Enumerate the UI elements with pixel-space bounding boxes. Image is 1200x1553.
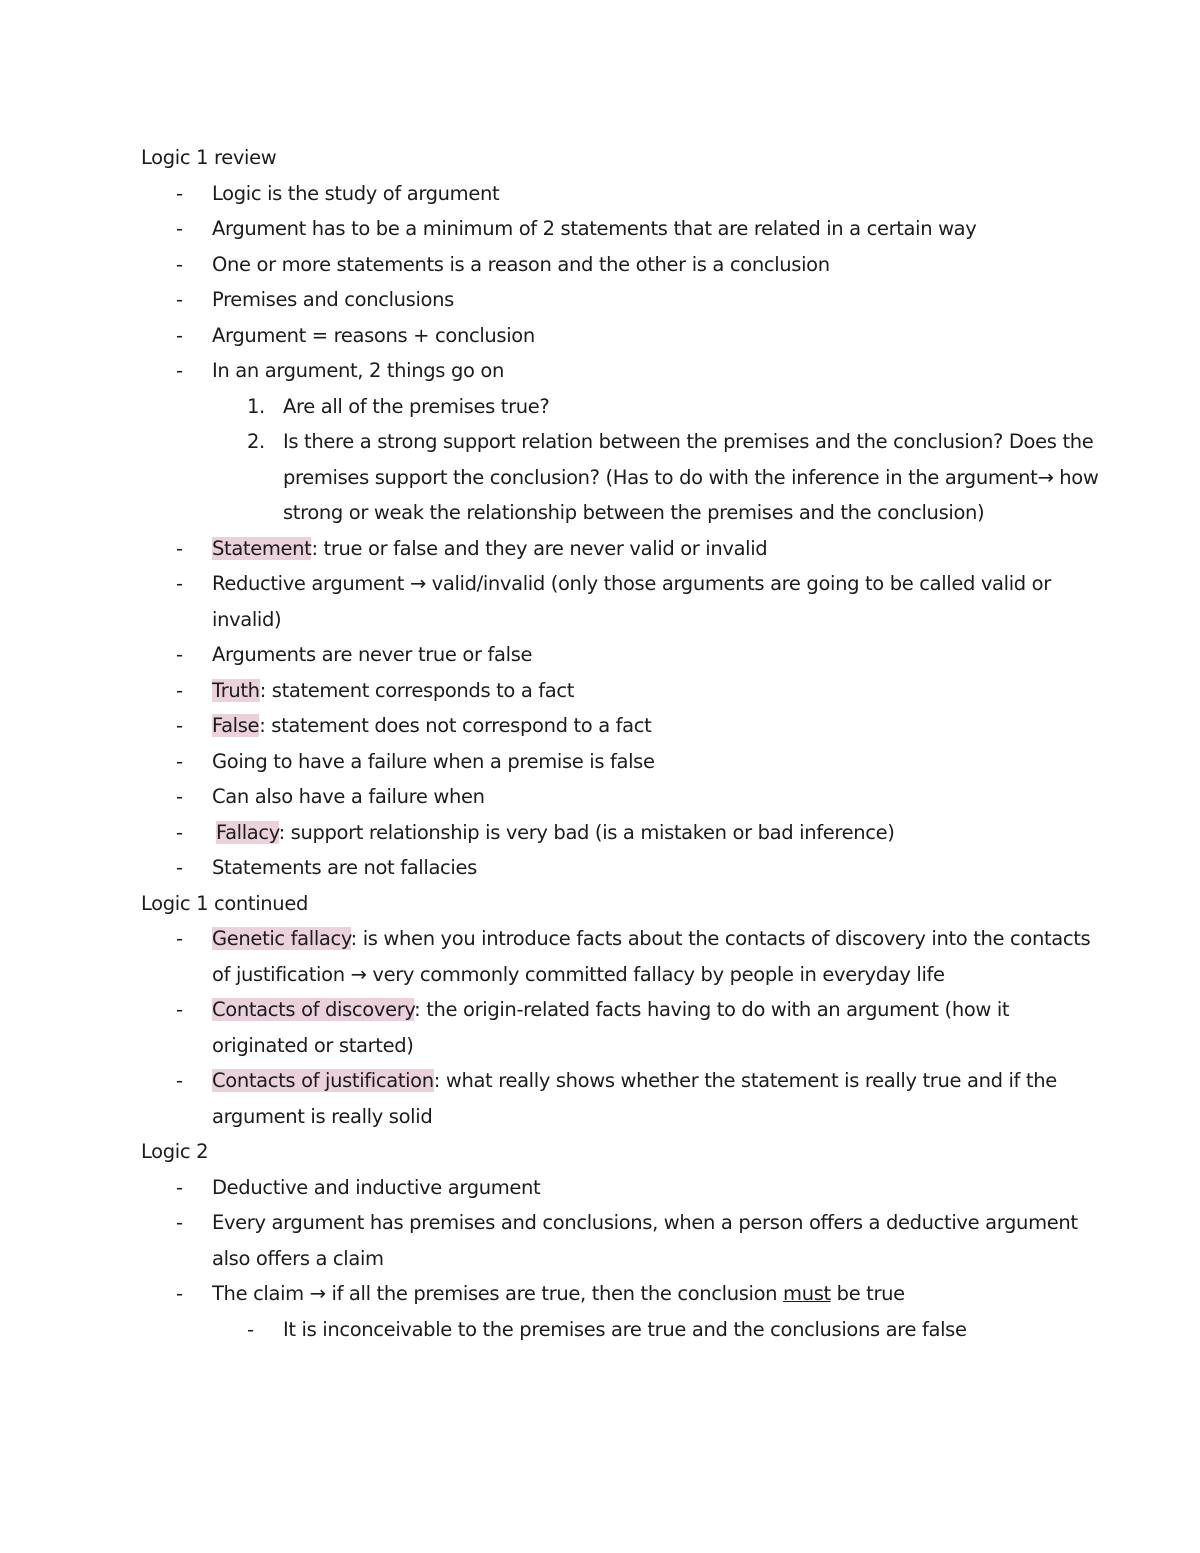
highlighted-term: False	[212, 714, 260, 737]
definition-item	[141, 673, 1101, 709]
definition-item	[141, 921, 1101, 992]
sub-bullet-list	[141, 1312, 1101, 1348]
definition-item	[141, 815, 1101, 851]
section-heading: Logic 1 review	[141, 146, 277, 169]
claim-text: The claim → if all the premises are true, then the conclusion	[212, 1282, 784, 1305]
section-heading: Logic 2	[141, 1140, 209, 1163]
bullet-list	[141, 531, 1101, 886]
definition-text: : true or false and they are never valid or invalid	[311, 536, 768, 560]
claim-text-end: be true	[830, 1282, 905, 1305]
definition-text: : statement does not correspond to a fact	[259, 714, 652, 737]
sub-list-item: - It is inconceivable to the premises are true and the conclusions are false	[212, 1312, 1101, 1348]
definition-text: : what really shows whether the statement is really true and if the argument is really solid	[212, 1069, 1057, 1128]
definition-text: : statement corresponds to a fact	[259, 678, 575, 702]
list-item: - Deductive and inductive argument	[141, 1170, 1101, 1206]
highlighted-term: Contacts of justification	[212, 1069, 434, 1092]
list-item: - Arguments are never true or false	[141, 637, 1101, 673]
emphasized-word: must	[783, 1282, 831, 1305]
list-item: - Argument has to be a minimum of 2 statements that are related in a certain way	[141, 211, 1101, 247]
document-body	[141, 140, 1101, 1347]
numbered-item	[212, 424, 1101, 531]
list-item: - One or more statements is a reason and the other is a conclusion	[141, 247, 1101, 283]
numbered-text: Is there a strong support relation between the premises and the conclusion? Does the premises support the conclusion? (Has to do with the inference in the argument→ how strong or weak the relationship between the premises and the conclusion)	[283, 430, 1099, 524]
section-heading: Logic 1 continued	[141, 891, 308, 915]
list-item: - In an argument, 2 things go on	[141, 353, 1101, 389]
list-item: - Argument = reasons + conclusion	[141, 318, 1101, 354]
list-item: - Every argument has premises and conclusions, when a person offers a deductive argument also offers a claim	[141, 1205, 1101, 1276]
list-item: - Statements are not fallacies	[141, 850, 1101, 886]
highlighted-term: Statement	[212, 536, 312, 560]
definition-text: : the origin-related facts having to do with an argument (how it originated or started)	[212, 998, 1010, 1057]
numbered-item	[212, 389, 1101, 425]
definition-item	[141, 1063, 1101, 1134]
bullet-list	[141, 176, 1101, 389]
list-item: - Premises and conclusions	[141, 282, 1101, 318]
bullet-list	[141, 1170, 1101, 1312]
definition-item	[141, 708, 1101, 744]
highlighted-term: Contacts of discovery	[212, 998, 415, 1021]
list-item: - Reductive argument → valid/invalid (only those arguments are going to be called valid or invalid)	[141, 566, 1101, 637]
list-item: - Logic is the study of argument	[141, 176, 1101, 212]
number-marker: 1.	[247, 394, 265, 418]
definition-item	[141, 531, 1101, 567]
claim-item	[141, 1276, 1101, 1312]
definition-item	[141, 992, 1101, 1063]
number-marker: 2.	[247, 430, 265, 453]
highlighted-term: Fallacy	[216, 820, 279, 844]
bullet-list	[141, 921, 1101, 1134]
definition-text: : is when you introduce facts about the contacts of discovery into the contacts of justification → very commonly committed fallacy by people in everyday life	[212, 927, 1091, 986]
list-item: - Going to have a failure when a premise is false	[141, 744, 1101, 780]
numbered-text: Are all of the premises true?	[283, 394, 550, 418]
highlighted-term: Truth	[212, 678, 260, 702]
numbered-list	[141, 389, 1101, 531]
definition-text: : support relationship is very bad (is a mistaken or bad inference)	[278, 820, 895, 844]
list-item: - Can also have a failure when	[141, 779, 1101, 815]
highlighted-term: Genetic fallacy	[212, 927, 351, 950]
